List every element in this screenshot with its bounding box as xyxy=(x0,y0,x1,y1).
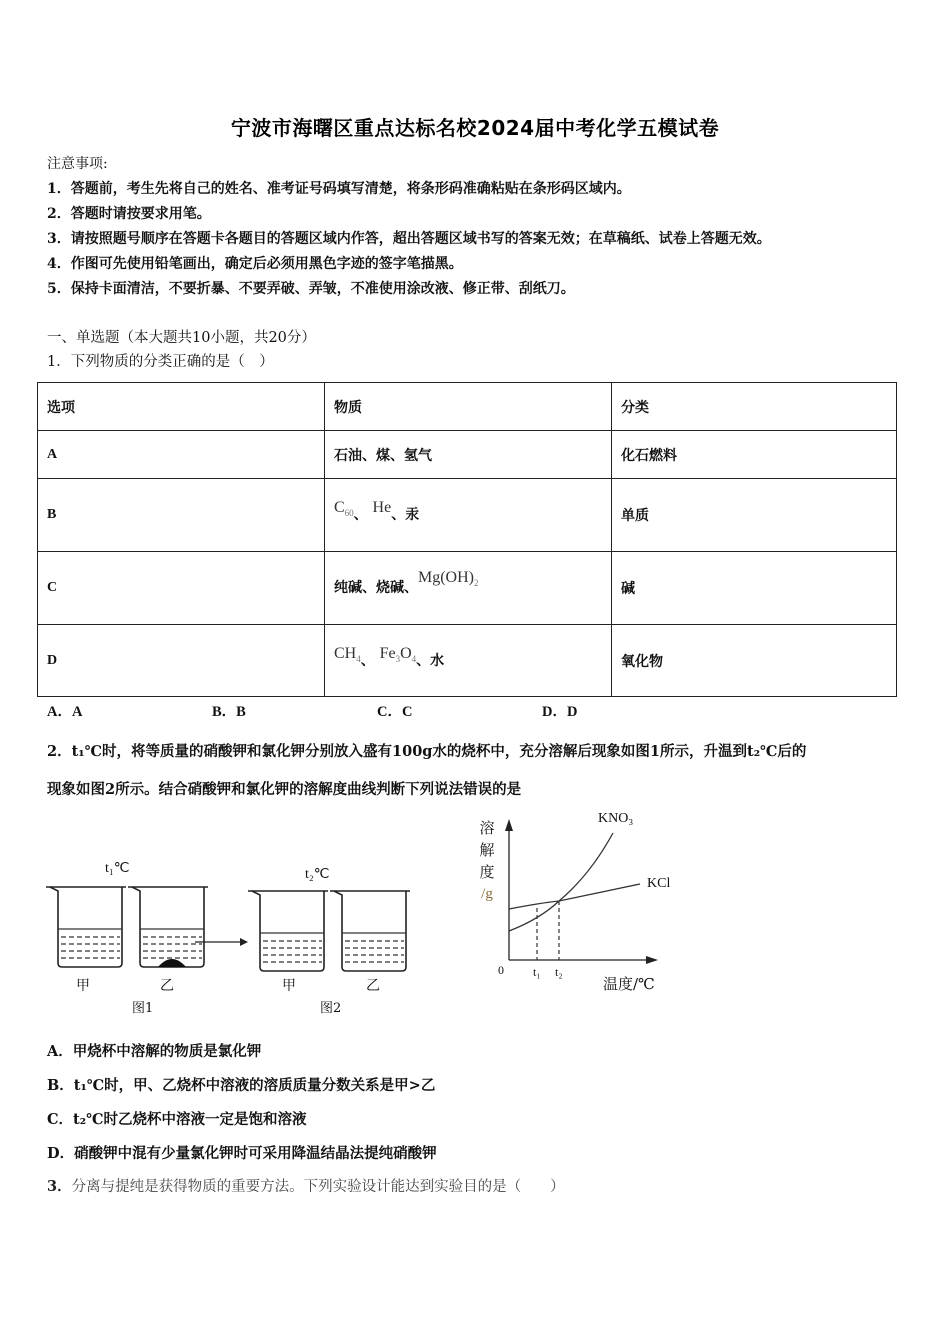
x-axis-label: 温度/℃ xyxy=(603,975,655,993)
question-2-stem xyxy=(47,733,917,809)
fig1-caption: 图1 xyxy=(132,1001,154,1016)
q1-choice-a[interactable]: A．A xyxy=(47,704,83,720)
beaker-label: 甲 xyxy=(76,978,90,994)
header-category: 分类 xyxy=(612,383,897,431)
note-item: 2．答题时请按要求用笔。 xyxy=(47,206,211,222)
q1-choice-c[interactable]: C．C xyxy=(377,704,413,720)
question-1-stem: 1．下列物质的分类正确的是（ ） xyxy=(47,354,274,370)
row-category: 碱 xyxy=(612,552,897,625)
row-option: C xyxy=(38,552,325,625)
q2-choice-c[interactable]: C．t₂℃时乙烧杯中溶液一定是饱和溶液 xyxy=(47,1111,307,1128)
q2-choice-d[interactable]: D．硝酸钾中混有少量氯化钾时可采用降温结晶法提纯硝酸钾 xyxy=(47,1145,437,1162)
formula-fe3o4: $Fe_3O_4$ xyxy=(379,644,417,665)
row-substance xyxy=(325,552,612,625)
header-option: 选项 xyxy=(38,383,325,431)
row-category: 单质 xyxy=(612,479,897,552)
substance-text: 纯碱、烧碱、 xyxy=(334,580,418,597)
tick-t2: t₂ xyxy=(555,965,563,979)
beaker-label: 甲 xyxy=(282,978,296,994)
header-substance: 物质 xyxy=(325,383,612,431)
formula-ch4: $CH_4$ xyxy=(334,644,361,665)
series-kno3-label: KNO₃ xyxy=(598,811,634,826)
section-heading: 一、单选题（本大题共10小题，共20分） xyxy=(47,330,316,346)
row-option: A xyxy=(38,431,325,479)
row-option: B xyxy=(38,479,325,552)
q3-number: 3． xyxy=(47,1178,72,1195)
substance-text: 、水 xyxy=(416,652,445,669)
q1-choice-b[interactable]: B．B xyxy=(212,704,246,720)
solubility-graph xyxy=(470,805,690,995)
note-item: 1．答题前，考生先将自己的姓名、准考证号码填写清楚，将条形码准确粘贴在条形码区域内。 xyxy=(47,181,631,197)
row-category: 氧化物 xyxy=(612,625,897,697)
table-row xyxy=(38,431,897,479)
row-category: 化石燃料 xyxy=(612,431,897,479)
question-3-stem xyxy=(47,1175,565,1196)
substance-text: 、汞 xyxy=(391,507,420,524)
beaker-label: 乙 xyxy=(160,978,174,994)
q1-choice-d[interactable]: D．D xyxy=(542,704,578,720)
q2-choice-a[interactable]: A．甲烧杯中溶解的物质是氯化钾 xyxy=(47,1043,262,1060)
q2-choice-b[interactable]: B．t₁℃时，甲、乙烧杯中溶液的溶质质量分数关系是甲>乙 xyxy=(47,1077,436,1094)
q3-text: 分离与提纯是获得物质的重要方法。下列实验设计能达到实验目的是（ ） xyxy=(71,1179,565,1195)
row-substance xyxy=(325,479,612,552)
table-row xyxy=(38,625,897,697)
fig1-temperature: t₁℃ xyxy=(105,861,130,876)
table-row xyxy=(38,479,897,552)
y-axis-label: 溶 解 度 /g xyxy=(479,819,495,902)
beaker-figure xyxy=(40,855,440,1025)
q2-stem-line2: 现象如图2所示。结合硝酸钾和氯化钾的溶解度曲线判断下列说法错误的是 xyxy=(47,781,522,798)
note-item: 5．保持卡面清洁，不要折暴、不要弄破、弄皱，不准使用涂改液、修正带、刮纸刀。 xyxy=(47,281,575,297)
q2-stem-line1: 2．t₁℃时，将等质量的硝酸钾和氯化钾分别放入盛有100g水的烧杯中，充分溶解后现象如图1所示，升温到t₂℃后的 xyxy=(47,743,807,760)
page-title: 宁波市海曙区重点达标名校2024届中考化学五模试卷 xyxy=(230,116,720,140)
origin-label: 0 xyxy=(498,963,504,977)
classification-table xyxy=(37,382,897,697)
formula-mgoh2: $Mg(OH)_2$ xyxy=(418,569,479,589)
notes-section xyxy=(47,152,771,302)
formula-he: He xyxy=(372,499,392,517)
beaker-label: 乙 xyxy=(366,978,380,994)
note-item: 4．作图可先使用铅笔画出，确定后必须用黑色字迹的签字笔描黑。 xyxy=(47,256,463,272)
table-row xyxy=(38,552,897,625)
table-header-row xyxy=(38,383,897,431)
series-kcl-label: KCl xyxy=(647,876,671,891)
row-substance: 石油、煤、氢气 xyxy=(325,431,612,479)
formula-c60: $C_{60}$ xyxy=(334,499,354,519)
separator: 、 xyxy=(353,507,368,524)
note-item: 3．请按照题号顺序在答题卡各题目的答题区域内作答，超出答题区域书写的答案无效；在草稿纸、试卷上答题无效。 xyxy=(47,231,771,247)
row-substance xyxy=(325,625,612,697)
beakers-diagram xyxy=(40,855,440,1025)
fig2-caption: 图2 xyxy=(320,1001,342,1016)
notes-heading: 注意事项: xyxy=(47,156,108,172)
tick-t1: t₁ xyxy=(533,965,541,979)
row-option: D xyxy=(38,625,325,697)
fig2-temperature: t₂℃ xyxy=(305,867,330,882)
separator: 、 xyxy=(360,652,375,669)
